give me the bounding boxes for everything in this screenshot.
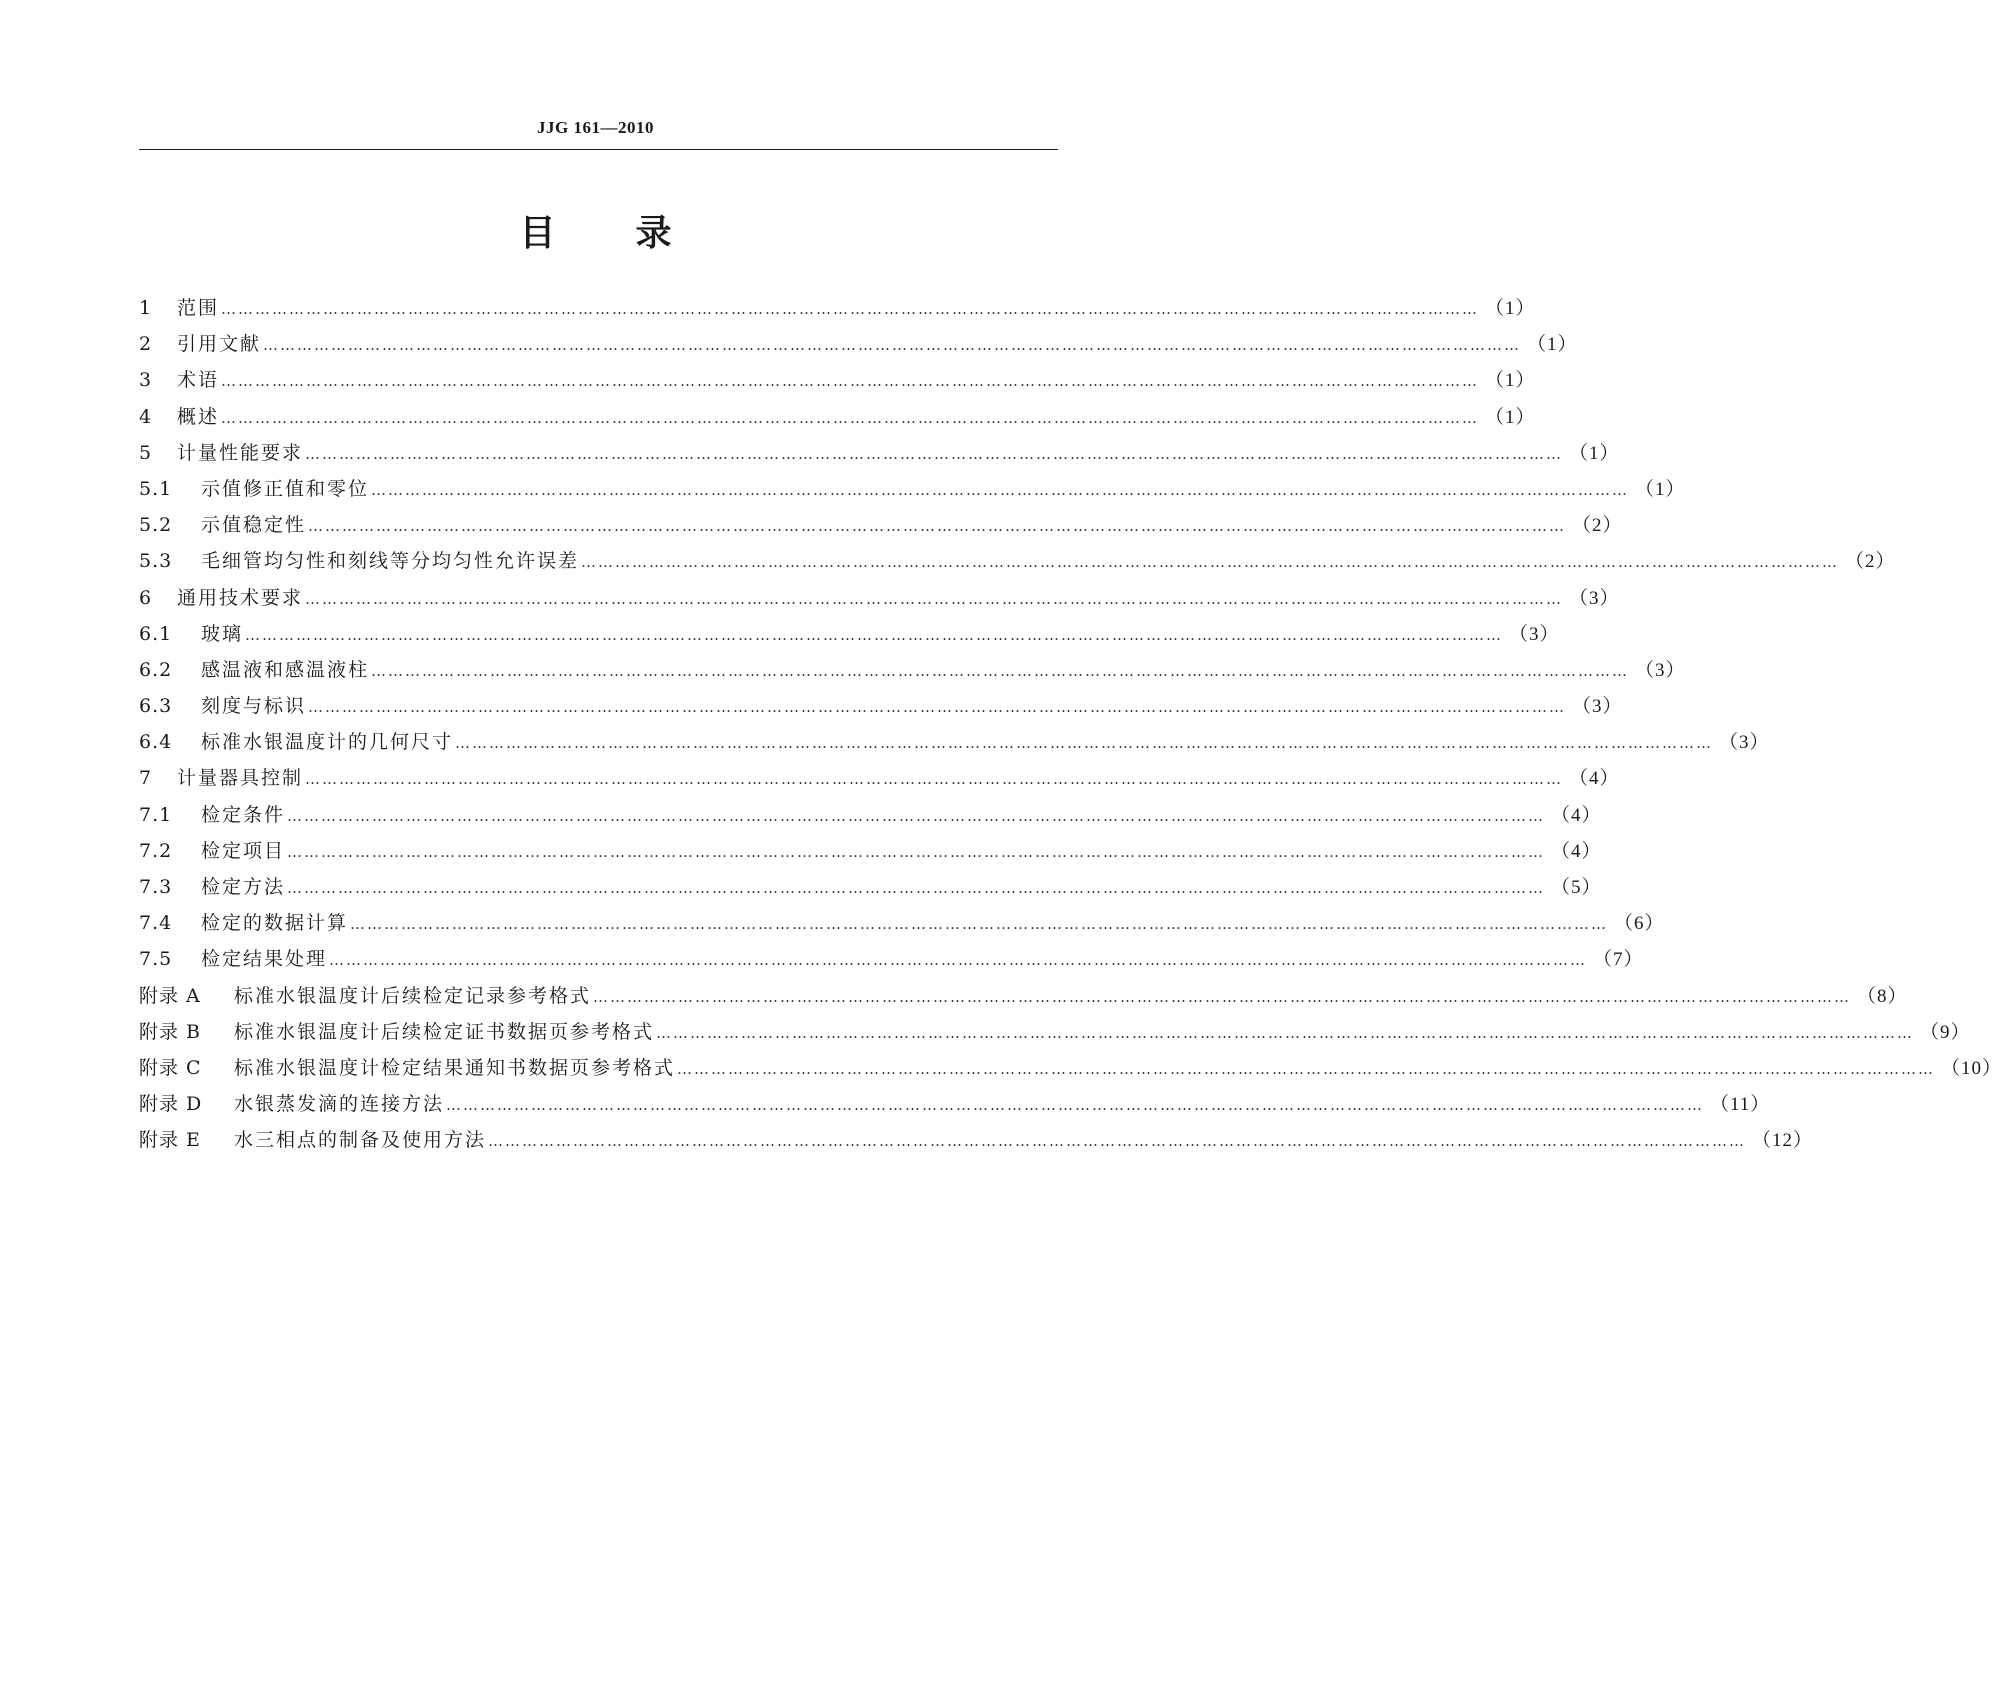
toc-entry-number: 7.1 xyxy=(139,803,173,826)
toc-entry-title: 刻度与标识 xyxy=(201,695,307,718)
toc-entry-number: 5.3 xyxy=(139,550,173,573)
toc-entry-page: （1） xyxy=(1527,334,1578,356)
toc-entry-number: 6.4 xyxy=(139,731,173,754)
toc-entry-number: 7.5 xyxy=(139,948,173,971)
toc-entry-title: 检定的数据计算 xyxy=(201,912,349,935)
toc-dot-leader: …………………………………………………………………………………………………………………………………………………………………………………………………… xyxy=(305,589,1564,608)
toc-entry[interactable] xyxy=(139,580,1620,616)
toc-entry-page: （6） xyxy=(1614,913,1665,935)
toc-entry[interactable] xyxy=(139,833,1602,869)
toc-entry-page: （1） xyxy=(1485,298,1536,319)
toc-dot-leader: …………………………………………………………………………………………………………………………………………………………………………………………………… xyxy=(221,372,1480,391)
toc-dot-leader: …………………………………………………………………………………………………………………………………………………………………………………………………… xyxy=(488,1132,1747,1151)
toc-entry[interactable] xyxy=(139,797,1602,833)
page-title-char-2: 录 xyxy=(635,213,672,254)
toc-entry-page: （8） xyxy=(1857,985,1908,1007)
toc-entry-title: 术语 xyxy=(177,369,220,392)
toc-entry-number: 5.2 xyxy=(139,514,173,537)
toc-entry-page: （2） xyxy=(1572,515,1623,537)
toc-entry-page: （3） xyxy=(1635,659,1686,681)
toc-entry-page: （3） xyxy=(1719,732,1770,754)
toc-entry-title: 检定结果处理 xyxy=(201,948,328,971)
toc-dot-leader: …………………………………………………………………………………………………………………………………………………………………………………………………… xyxy=(221,300,1480,318)
toc-entry-title: 计量器具控制 xyxy=(177,767,304,790)
toc-entry-title: 概述 xyxy=(177,405,220,428)
toc-entry-title: 检定条件 xyxy=(201,803,286,826)
toc-entry-title: 毛细管均匀性和刻线等分均匀性允许误差 xyxy=(201,550,580,573)
toc-entry-title: 感温液和感温液柱 xyxy=(201,658,370,681)
toc-dot-leader: …………………………………………………………………………………………………………………………………………………………………………………………………… xyxy=(350,915,1609,934)
toc-entry-title: 示值修正值和零位 xyxy=(201,477,370,500)
toc-entry-number: 7 xyxy=(139,767,152,790)
toc-entry-number: 6 xyxy=(139,586,152,609)
toc-entry-number: 附录 A xyxy=(139,984,201,1007)
toc-entry[interactable] xyxy=(139,507,1623,543)
toc-entry-title: 玻璃 xyxy=(201,622,244,645)
toc-entry-number: 附录 E xyxy=(139,1129,201,1152)
toc-entry-title: 计量性能要求 xyxy=(177,441,304,464)
toc-entry-title: 水三相点的制备及使用方法 xyxy=(234,1129,487,1152)
toc-entry-page: （4） xyxy=(1551,840,1602,862)
toc-entry-number: 6.2 xyxy=(139,658,173,681)
toc-entry[interactable] xyxy=(139,978,1908,1014)
toc-entry[interactable] xyxy=(139,941,1644,977)
toc-dot-leader: …………………………………………………………………………………………………………………………………………………………………………………………………… xyxy=(287,879,1546,897)
toc-entry-page: （3） xyxy=(1569,587,1620,609)
toc-entry[interactable] xyxy=(139,1122,1814,1158)
toc-dot-leader: …………………………………………………………………………………………………………………………………………………………………………………………………… xyxy=(446,1096,1705,1115)
toc-dot-leader: …………………………………………………………………………………………………………………………………………………………………………………………………… xyxy=(677,1059,1936,1078)
toc-dot-leader: …………………………………………………………………………………………………………………………………………………………………………………………………… xyxy=(371,661,1630,680)
page-title-char-1: 目 xyxy=(519,213,556,254)
toc-entry-number: 附录 D xyxy=(139,1093,203,1116)
table-of-contents xyxy=(139,290,2002,1159)
toc-entry-number: 7.4 xyxy=(139,912,173,935)
toc-dot-leader: …………………………………………………………………………………………………………………………………………………………………………………………………… xyxy=(245,625,1504,644)
toc-dot-leader: …………………………………………………………………………………………………………………………………………………………………………………………………… xyxy=(593,987,1852,1006)
toc-dot-leader: …………………………………………………………………………………………………………………………………………………………………………………………………… xyxy=(308,517,1567,536)
toc-entry-page: （2） xyxy=(1845,551,1896,573)
toc-dot-leader: …………………………………………………………………………………………………………………………………………………………………………………………………… xyxy=(581,553,1840,572)
toc-entry-number: 2 xyxy=(139,333,152,356)
toc-entry-page: （4） xyxy=(1551,804,1602,826)
toc-dot-leader: …………………………………………………………………………………………………………………………………………………………………………………………………… xyxy=(656,1023,1915,1042)
toc-entry-page: （3） xyxy=(1572,696,1623,718)
toc-entry[interactable] xyxy=(139,290,1536,326)
toc-entry[interactable] xyxy=(139,435,1620,471)
toc-entry-page: （11） xyxy=(1710,1094,1771,1116)
toc-dot-leader: …………………………………………………………………………………………………………………………………………………………………………………………………… xyxy=(287,842,1546,861)
toc-entry-number: 附录 C xyxy=(139,1056,202,1079)
toc-entry-page: （1） xyxy=(1485,406,1536,428)
toc-entry-title: 检定项目 xyxy=(201,839,286,862)
toc-entry-title: 标准水银温度计后续检定证书数据页参考格式 xyxy=(234,1020,655,1043)
toc-dot-leader: …………………………………………………………………………………………………………………………………………………………………………………………………… xyxy=(308,698,1567,717)
toc-entry-number: 6.1 xyxy=(139,622,173,645)
toc-dot-leader: …………………………………………………………………………………………………………………………………………………………………………………………………… xyxy=(455,734,1714,753)
toc-entry-page: （12） xyxy=(1752,1130,1814,1152)
toc-entry-page: （5） xyxy=(1551,877,1602,898)
toc-entry-page: （1） xyxy=(1635,478,1686,500)
toc-entry[interactable] xyxy=(139,399,1536,435)
toc-entry-page: （3） xyxy=(1509,623,1560,645)
toc-entry[interactable] xyxy=(139,326,1578,362)
toc-entry-number: 附录 B xyxy=(139,1020,202,1043)
toc-entry-title: 示值稳定性 xyxy=(201,514,307,537)
toc-entry-title: 检定方法 xyxy=(201,876,286,898)
toc-entry[interactable] xyxy=(139,543,1896,579)
toc-entry[interactable] xyxy=(139,869,1602,905)
toc-entry-title: 标准水银温度计检定结果通知书数据页参考格式 xyxy=(234,1056,676,1079)
toc-entry[interactable] xyxy=(139,1050,2002,1086)
toc-entry[interactable] xyxy=(139,362,1536,398)
toc-entry-page: （7） xyxy=(1593,949,1644,971)
toc-dot-leader: …………………………………………………………………………………………………………………………………………………………………………………………………… xyxy=(329,951,1588,970)
toc-entry-number: 5 xyxy=(139,441,152,464)
toc-entry-number: 7.2 xyxy=(139,839,173,862)
toc-dot-leader: …………………………………………………………………………………………………………………………………………………………………………………………………… xyxy=(287,806,1546,825)
header-rule xyxy=(139,149,1058,150)
toc-dot-leader: …………………………………………………………………………………………………………………………………………………………………………………………………… xyxy=(221,408,1480,427)
toc-entry-title: 标准水银温度计后续检定记录参考格式 xyxy=(234,984,592,1007)
toc-entry-title: 通用技术要求 xyxy=(177,586,304,609)
toc-entry-number: 3 xyxy=(139,369,152,392)
toc-entry-page: （1） xyxy=(1569,442,1620,464)
toc-entry-number: 1 xyxy=(139,297,152,319)
toc-dot-leader: …………………………………………………………………………………………………………………………………………………………………………………………………… xyxy=(305,770,1564,789)
standard-code: JJG 161—2010 xyxy=(537,118,654,137)
toc-entry-title: 范围 xyxy=(177,297,220,319)
toc-entry-title: 引用文献 xyxy=(177,333,262,356)
toc-entry-page: （4） xyxy=(1569,768,1620,790)
page-title xyxy=(0,205,1191,256)
toc-entry-number: 6.3 xyxy=(139,695,173,718)
toc-entry[interactable] xyxy=(139,616,1560,652)
toc-dot-leader: …………………………………………………………………………………………………………………………………………………………………………………………………… xyxy=(305,444,1564,463)
toc-entry[interactable] xyxy=(139,1086,1771,1122)
toc-entry-page: （10） xyxy=(1941,1057,2002,1079)
toc-entry-number: 5.1 xyxy=(139,477,173,500)
toc-dot-leader: …………………………………………………………………………………………………………………………………………………………………………………………………… xyxy=(263,336,1522,355)
toc-entry[interactable] xyxy=(139,1014,1971,1050)
toc-entry-page: （1） xyxy=(1485,370,1536,392)
toc-entry[interactable] xyxy=(139,688,1623,724)
toc-entry[interactable] xyxy=(139,724,1770,760)
toc-dot-leader: …………………………………………………………………………………………………………………………………………………………………………………………………… xyxy=(371,480,1630,499)
toc-entry-title: 水银蒸发滴的连接方法 xyxy=(234,1093,445,1116)
toc-entry[interactable] xyxy=(139,760,1620,796)
toc-entry[interactable] xyxy=(139,905,1665,941)
toc-entry-title: 标准水银温度计的几何尺寸 xyxy=(201,731,454,754)
toc-entry[interactable] xyxy=(139,652,1686,688)
toc-entry-page: （9） xyxy=(1920,1021,1971,1043)
toc-entry-number: 7.3 xyxy=(139,876,173,898)
toc-entry-number: 4 xyxy=(139,405,152,428)
toc-entry[interactable] xyxy=(139,471,1686,507)
